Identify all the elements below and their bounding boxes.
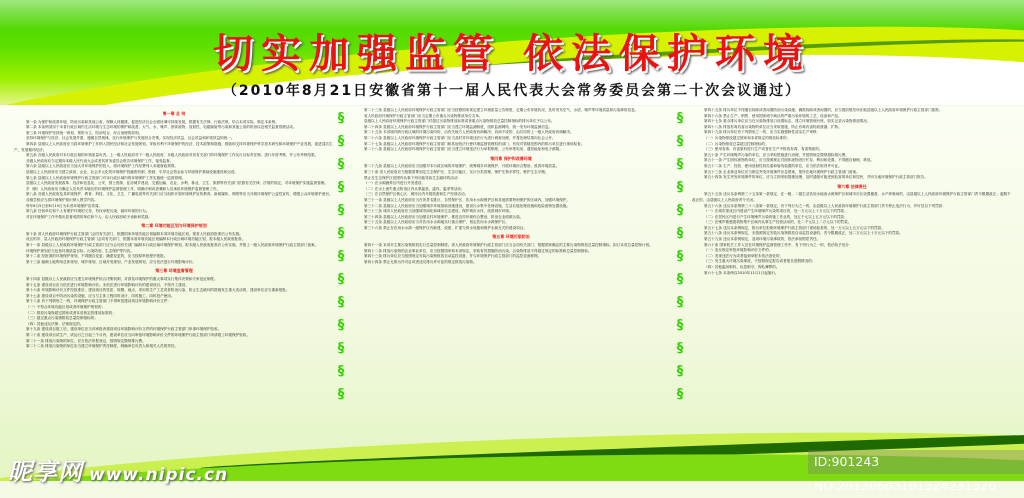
article-paragraph: 第三条 环境保护坚持统一规划、预防为主、防治结合、综合治理的原则。 (26, 130, 143, 135)
page-title: 切实加强监管 依法保护环境 (213, 31, 811, 77)
article-paragraph: 第二十条 建设项目试生产、试运行之日起三个月内，建设单位应当向审批环境影响评价文件的环境保护行政主管部门申请竣工环境保护验收。 (26, 332, 250, 337)
article-paragraph: 第七条 县级以上人民政府环境保护行政主管部门对本行政区域内的环境保护工作实施统一监督管理。 (26, 175, 186, 180)
article-paragraph: 第十四条 县级以上人民政府应当建立环境保护综合决策机制，对涉及环境保护的重大事项实行集体决策和专家论证制度。 (26, 277, 218, 282)
text-column-1 (14, 108, 334, 473)
page-subtitle: （2010年8月21日安徽省第十一届人民代表大会常务委员会第二十次会议通过） (222, 83, 802, 99)
article-paragraph: 乡（镇）人民政府应当确定人员负责本辖区的环境保护监督管理工作，明确专职或者兼职人员承担环境保护监督管理工作。 (26, 186, 221, 191)
section-mark-icon: § (337, 364, 345, 379)
section-mark-icon: § (676, 387, 684, 402)
article-paragraph: 第十二条 经批准的环境保护规划，不得擅自变更；确需变更的，应当按原审批程序报批。 (26, 254, 168, 259)
section-mark-divider-1 (334, 112, 348, 482)
article-paragraph: 第四十一条 本省对主要污染物排放实行总量控制制度。省人民政府环境保护行政主管部门应当会同有关部门，根据国家确定的主要污染物排放总量控制指标，拟订本省总量控制计划。 (364, 243, 653, 248)
section-mark-icon: § (676, 272, 684, 287)
article-paragraph: 第十八条 有下列情形之一的，环境保护行政主管部门不得审批建设项目环境影响评价文件： (26, 299, 171, 304)
chapter-heading: 第三章 环境监督管理 (155, 268, 193, 274)
article-paragraph: （四）其他滥用职权、玩忽职守、徇私舞弊的。 (704, 265, 780, 270)
article-paragraph: 第十六条 环境影响评价文件经批准后，建设项目的性质、规模、地点、采用的生产工艺或者防治污染、防止生态破坏的措施发生重大变动的，建设单位应当重新报批。 (26, 288, 290, 293)
article-paragraph: 环境保护规划应当包括环境质量目标、污染防治、生态保护等内容。 (26, 248, 134, 253)
watermark-logo (8, 452, 228, 487)
article-paragraph: 第三十四条 县级以上人民政府应当加强农村环境保护，推进农村环境综合整治，防治农业面源污染。 (364, 214, 524, 219)
section-mark-icon: § (676, 318, 684, 333)
section-mark-icon: § (676, 157, 684, 172)
section-mark-icon: § (337, 111, 345, 126)
article-paragraph: （一）污染物排放超过国家和本省规定的排放标准的； (704, 135, 791, 140)
article-paragraph: 第十三条 编制土地利用总体规划、城乡规划、区域开发规划、产业发展规划，应当依法进行环境影响评价。 (26, 259, 197, 264)
article-paragraph: （一）违反规定审批环境影响评价文件的； (704, 248, 773, 253)
article-paragraph: 各级学校应当将环境保护知识纳入教学内容。 (26, 197, 98, 202)
article-paragraph: （三）在噪声敏感建筑物集中区域内从事生产经营活动的，处二千元以上二万元以下的罚款。 (704, 220, 852, 225)
article-paragraph: （二）污染物排放总量超过控制指标的； (704, 141, 769, 146)
article-paragraph: 第四条 县级以上人民政府应当将环境保护工作纳入国民经济和社会发展规划，采取有利于环境保护的经济、技术政策和措施，鼓励和支持环境保护科学技术研究和环境保护产业发展，促进清洁生产，发展循环经济。 (14, 141, 333, 152)
article-paragraph: 第五条 各级人民政府对本行政区域的环境质量负责。上一级人民政府对下一级人民政府、本级人民政府对其有关部门的环境保护工作实行目标责任制，进行年度考核，并公布考核结果。 (26, 153, 319, 158)
article-paragraph: （二）在水土流失重点防治区内从事滥垦、滥伐、滥采等活动； (364, 186, 465, 191)
article-paragraph: 第九条 任何单位和个人有保护环境的义务，有权举报污染、破坏环境的行为。 (26, 209, 150, 214)
article-paragraph: 禁止在生态保护区范围内从事下列可能导致生态破坏的活动： (364, 175, 462, 180)
article-paragraph: 第六条 县级以上人民政府应当加大对环境保护的投入，将环境保护工作经费列入本级财政预算。 (26, 164, 179, 169)
header-banner (0, 0, 1024, 105)
chapter-heading: 第二章 环境功能区划与环境保护规划 (141, 223, 207, 229)
section-mark-icon: § (337, 134, 345, 149)
section-mark-icon: § (337, 341, 345, 356)
article-paragraph: （三）在自然保护区核心区、缓冲区内开展旅游和生产经营活动。 (364, 192, 469, 197)
section-mark-icon: § (676, 134, 684, 149)
article-paragraph: 第一条 为保护和改善环境，防治污染和其他公害，保障人体健康，促进经济社会全面协调可持续发展，根据有关法律、行政法规，结合本省实际，制定本条例。 (26, 119, 279, 124)
article-paragraph: 第八条 各级人民政府及其环境保护、教育、科技、文化、卫生、广播电视等有关部门应当组织开展环境保护宣传教育。新闻媒体、网络等应当开展环境保护公益性宣传，增强公众环境保护意识。 (26, 192, 333, 197)
article-paragraph: 第三十五条 县级以上人民政府应当对饮用水水源地实行重点保护，划定饮用水水源保护区。 (364, 220, 509, 225)
chapter-heading: 第六章 法律责任 (837, 183, 867, 189)
article-paragraph: 第十一条 县级以上人民政府环境保护行政主管部门应当会同有关部门编制本行政区域环境保护规划，报本级人民政府批准后公布实施，并报上一级人民政府环境保护行政主管部门备案。 (26, 243, 319, 248)
article-paragraph: 第六十条 国家机关工作人员在环境保护监督管理工作中，有下列行为之一的，依法给予处分： (704, 242, 853, 247)
section-mark-icon: § (337, 295, 345, 310)
regulation-body (0, 106, 1024, 481)
article-paragraph: 第五十六条 违反本条例第三十八条第一款规定，有下列行为之一的，由县级以上人民政府环境保护行政主管部门责令停止违法行为，并可处以下列罚款： (704, 203, 946, 208)
section-mark-icon: § (676, 226, 684, 241)
section-mark-icon: § (337, 157, 345, 172)
section-mark-icon: § (676, 341, 684, 356)
article-paragraph: 第四十八条 排放有毒有害污染物的单位应当采取措施，防止有毒有害物质泄漏、扩散。 (704, 124, 842, 129)
section-mark-icon: § (337, 387, 345, 402)
article-paragraph: 第五十八条 违反本条例规定，未按照规定安装污染物排放自动监控设备的，责令限期改正，处二万元以上十万元以下的罚款。 (704, 231, 903, 236)
article-paragraph: （二）发现违法行为或者接到举报未依法查处的； (704, 253, 784, 258)
article-paragraph: 第三十六条 禁止在饮用水水源一级保护区内新建、改建、扩建与供水设施和保护水源无关的建设项目。 (364, 225, 527, 230)
article-paragraph: （一）在城市建成区内建设产生环境噪声污染的项目的，处一万元以上十万元以下的罚款； (704, 209, 848, 214)
article-paragraph: （三）使用有毒、有害原料进行生产或者在生产中排放有毒、有害物质的。 (704, 147, 823, 152)
article-paragraph: 第三十条 省人民政府应当根据需要划定生态保护区、生态功能区，实行分类管理，保护生物多样性，维护生态平衡。 (364, 169, 549, 174)
section-mark-icon: § (337, 203, 345, 218)
article-paragraph: 第二十六条 县级以上人民政府环境保护行政主管部门应当及时对环境违法行为进行调查处理，并将处理结果向社会公开。 (364, 135, 556, 140)
article-paragraph: 各级人民政府应当定期向本级人民代表大会或者其常务委员会报告环境保护工作，接受监督。 (26, 158, 174, 163)
article-paragraph: （三）超过重点污染物排放总量控制指标的； (26, 316, 98, 321)
article-paragraph: 第四十五条 排污单位不得擅自拆除或者闲置防治污染设施；确需拆除或者闲置的，应当提前报经所在地县级以上人民政府环境保护行政主管部门批准。 (704, 108, 943, 112)
article-paragraph: 县级以上人民政府发展改革、经济和信息化、公安、国土资源、住房城乡建设、交通运输、农业、水利、林业、卫生、旅游等有关部门依照有关法律、法规的规定，对环境保护实施监督管理。 (26, 181, 328, 186)
article-paragraph: 第二十四条 县级以上人民政府环境保护行政主管部门应当建立环境监测制度，组织监测网络，统一发布环境监测信息。 (364, 124, 553, 129)
article-paragraph: 第五十二条 生产、经营、使用放射性同位素和射线装置的单位，应当依法取得许可证。 (704, 163, 842, 168)
article-paragraph: 每年6月5日至6月15日为本省环境保护宣传周。 (26, 203, 103, 208)
section-mark-icon: § (337, 318, 345, 333)
article-paragraph: 对在环境保护工作中做出显著成绩的单位和个人，由人民政府给予表彰和奖励。 (26, 214, 152, 219)
chapter-heading: 第一章 总 则 (162, 111, 186, 116)
article-paragraph: （二）排放污染物超过国家或者本省规定的排放标准的； (26, 310, 116, 315)
text-column-2 (352, 108, 670, 473)
article-paragraph: 县级以上人民政府环境保护行政主管部门对超过污染物排放标准或者重点污染物排放总量控制指标的排污单位予以公布。 (364, 119, 555, 124)
article-paragraph: 第三十二条 县级以上人民政府应当加强城乡环境基础设施建设，建设污水集中处理设施、生活垃圾处理设施和危险废物处置设施。 (364, 203, 570, 208)
article-paragraph: 第四十九条 排污单位有下列情形之一的，应当实施强制性清洁生产审核： (704, 130, 821, 135)
article-paragraph: （三）发生重大环境污染事故，不按照规定报告或者报告虚假情况的； (704, 259, 816, 264)
article-paragraph: 第十条 省人民政府环境保护行政主管部门会同有关部门，根据国家环境功能区划编制本省环境功能区划，报省人民政府批准后公布实施。 (26, 231, 243, 236)
article-paragraph: 第四十七条 重点排污单位应当在污染物排放口设置标志，建立环境管理台账，如实记录污染物排放情况。 (704, 119, 871, 124)
article-paragraph: 第二十八条 县级以上人民政府环境保护行政主管部门应当建立环境违法行为举报制度，公布举报电话、通信地址和电子邮箱。 (364, 147, 563, 152)
watermark-url: www.nipic.cn (89, 465, 229, 485)
article-paragraph: 第二十九条 县级以上人民政府应当加强对本行政区域的环境保护，统筹城乡环境保护，开展环境综合整治，改善环境质量。 (364, 164, 560, 169)
text-column-3 (692, 108, 1012, 473)
article-paragraph: 第三十一条 县级以上人民政府应当在风景名胜区、自然保护区、饮用水水源保护区和其他需要特别保护的区域内，加强环境保护。 (364, 197, 570, 202)
section-mark-icon: § (676, 180, 684, 195)
article-paragraph: 第三十三条 城市人民政府应当加强城市绿化和城市生态建设，保护城市水体，改善城市环境。 (364, 209, 513, 214)
section-mark-icon: § (676, 111, 684, 126)
section-mark-icon: § (337, 226, 345, 241)
article-paragraph: 第五十四条 发生突发环境事件的单位，应当立即采取措施处理，及时通报可能受到危害的单位和居民，并向当地环境保护行政主管部门报告。 (704, 175, 928, 180)
section-mark-icon: § (337, 249, 345, 264)
article-paragraph: （一）不符合环境功能区划或者环境保护规划的； (26, 305, 106, 309)
section-mark-icon: § (676, 249, 684, 264)
section-mark-divider-2 (673, 112, 687, 482)
section-mark-icon: § (337, 180, 345, 195)
article-paragraph: 第十五条 建设项目应当依法进行环境影响评价。未依法进行环境影响评价的建设项目，不得开工建设。 (26, 282, 189, 287)
article-paragraph: 第十七条 建设项目中防治污染的设施，应当与主体工程同时设计、同时施工、同时投产使用。 (26, 293, 175, 298)
article-paragraph: 第二十一条 排放污染物的单位，应当依法申报登记，按照规定缴纳排污费。 (26, 338, 146, 343)
article-paragraph: 第六十七条 本条例自2010年11月1日起施行。 (704, 270, 779, 275)
article-paragraph: 设区的市、县人民政府环境保护行政主管部门会同有关部门，根据本省环境功能区划编制本行政区域环境功能区划，报本级人民政府批准。 (26, 237, 246, 242)
article-paragraph: 第五十三条 企业事业单位应当制定突发环境事件应急预案，报所在地环境保护行政主管部门备案。 (704, 169, 860, 174)
article-paragraph: 第二十三条 县级以上人民政府环境保护行政主管部门应当按照国家规定建立环境质量公告制度，定期公布环境状况，及时发布空气、水质、噪声等环境质量和污染事故信息。 (364, 108, 639, 112)
article-paragraph: 第十九条 建设项目竣工后，建设单位应当向审批该建设项目环境影响评价文件的环境保护行政主管部门申请环境保护验收。 (26, 327, 222, 332)
section-mark-icon: § (676, 295, 684, 310)
article-paragraph: 省人民政府环境保护行政主管部门应当定期公布重点污染物排放单位名单。 (364, 113, 483, 118)
watermark-brand: 昵享网 (8, 458, 83, 486)
article-paragraph: 第二十二条 排放污染物的单位应当建立环境保护责任制度，明确单位负责人和相关人员的责任。 (26, 344, 179, 349)
article-paragraph: 坚持环境保护与经济、社会发展并重，遵循自然规律，实行环境保护与发展综合决策，实现经济效益、社会效益和环境效益的统一。 (26, 136, 235, 141)
section-mark-icon: § (676, 203, 684, 218)
article-paragraph: （四）其他违反法律、法规规定的。 (26, 321, 84, 326)
article-paragraph: 第五十一条 产生固体废物的单位，应当按照规定对固体废物进行贮存、利用和处置，不得擅自倾倒、堆放。 (704, 158, 875, 163)
image-id-tag: ID:901243 NO:20130603101324231320 (808, 450, 1024, 474)
article-paragraph: 县级以上人民政府应当建立政府、企业、社会多元化的环境保护投融资机制，鼓励、引导社会资金参与环境保护基础设施建设和运营。 (26, 169, 239, 174)
article-paragraph: 第五十九条 违反本条例规定，造成环境污染事故的，依法承担赔偿责任。 (704, 237, 821, 242)
article-paragraph: 第五十五条 违反本条例第三十五条第一款规定，在一级、二级生活饮用水地表水源保护区和城市市区设置畜禽、水产养殖场的，由县级以上人民政府环境保护行政主管部门责令限期改正；逾期不改正的，由县级以上人民政府责令关闭。 (692, 192, 1011, 202)
article-paragraph: 第五十七条 违反本条例规定，排污单位拒绝环境保护行政主管部门现场检查的，处一万元以上五万元以下的罚款。 (704, 225, 885, 230)
article-paragraph: （一）在水源涵养区内进行开发建设； (364, 181, 426, 186)
article-paragraph: 第四十三条 排污单位应当按照规定安装污染物排放自动监控设备，并与环境保护行政主管部门的监控设备联网。 (364, 254, 542, 259)
article-paragraph: 第二十五条 本省境内跨行政区域的环境污染纠纷，由有关地方人民政府协商解决；协商不成的，由共同的上一级人民政府协调解决。 (364, 130, 574, 135)
article-paragraph: 第四十四条 禁止无排污许可证或者违反排污许可证的规定排放污染物。 (364, 259, 477, 264)
chapter-heading: 第五章 环境污染防治 (492, 234, 530, 240)
article-paragraph: 第四十六条 禁止生产、销售、使用国家明令淘汰的严重污染环境的工艺、设备和产品。 (704, 113, 842, 118)
section-mark-icon: § (337, 272, 345, 287)
article-paragraph: （二）在居民区内进行产生环境噪声污染的施工作业的，处五千元以上五万元以下的罚款； (704, 214, 848, 219)
article-paragraph: 第二十七条 县级以上人民政府环境保护行政主管部门和其他依法行使环境监督管理权的部门，有权对管辖范围内的排污单位进行现场检查。 (364, 141, 585, 146)
section-mark-icon: § (676, 364, 684, 379)
article-paragraph: 第二条 本条例适用于本省行政区域内生活环境与生态环境的保护和改善，大气、水、噪声、固体废物、放射性、电磁辐射等污染和其他公害的防治以及相关监督管理活动。 (26, 125, 297, 130)
article-paragraph: 第四十二条 排放污染物的企业事业单位，应当按照国家和本省规定，采取有效措施防治污染，污染物排放不得超过规定的标准和总量控制指标。 (364, 248, 592, 253)
article-paragraph: 第五十条 产生环境噪声污染的单位，应当采取措施进行治理，并按照规定缴纳超标排污费。 (704, 152, 849, 157)
chapter-heading: 第四章 保护和改善环境 (490, 155, 532, 161)
